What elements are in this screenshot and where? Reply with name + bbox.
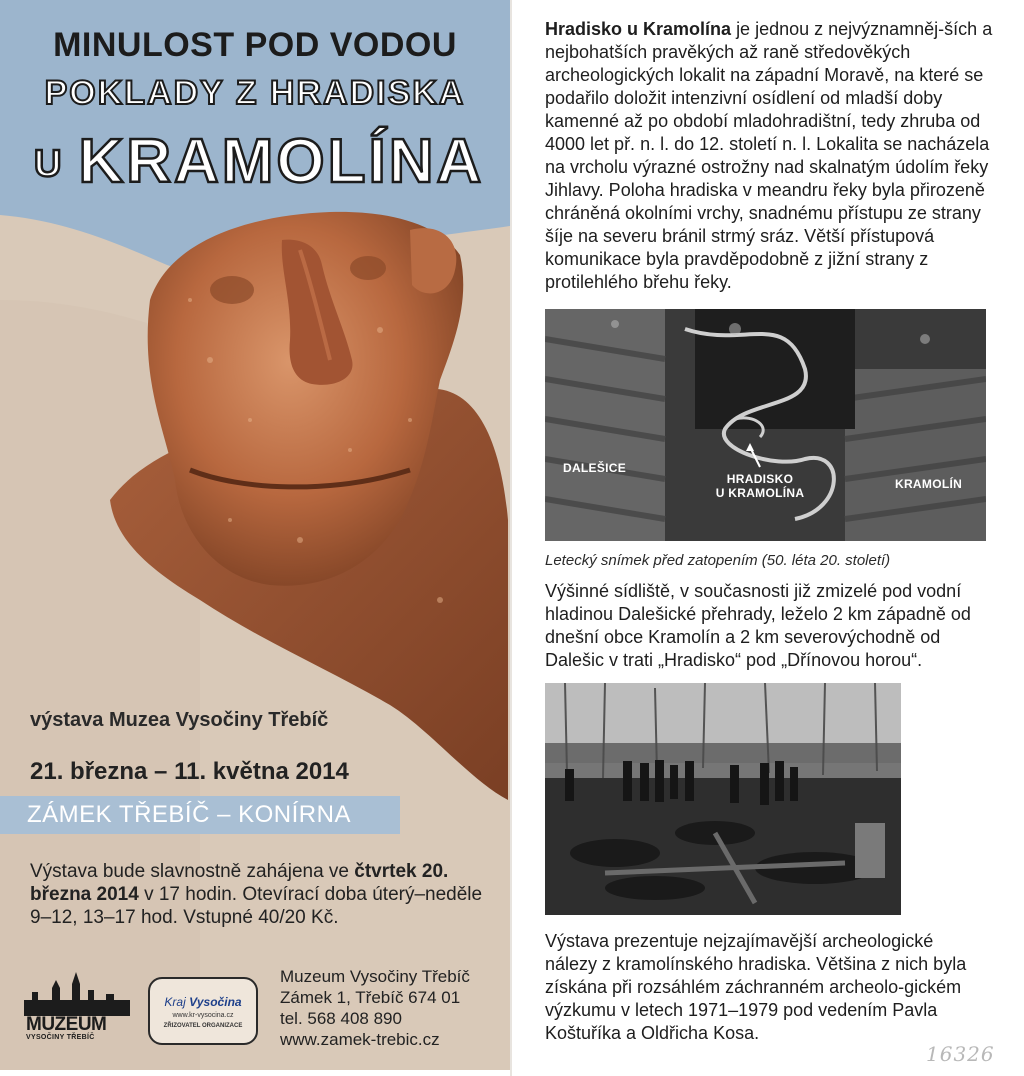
contact-phone: tel. 568 408 890 [280,1009,402,1028]
kraj-logo-name: Kraj Vysočina [164,995,242,1009]
opening-bold-date: 20. března 2014 [30,861,449,905]
poster-title-line3 [34,126,484,197]
aerial-photo-caption: Letecký snímek před zatopením (50. léta 20. století) [545,552,891,569]
poster-title-line2: POKLADY Z HRADISKA [44,74,466,112]
article-panel [512,0,1024,1076]
intro-paragraph [545,18,995,294]
exhibit-dates: 21. března – 11. května 2014 [30,758,349,785]
contact-name: Muzeum Vysočiny Třebíč [280,967,470,986]
muzeum-logo-sub: VYSOČINY TŘEBÍČ [26,1034,95,1041]
map-label-dalesice: DALEŠICE [563,461,627,475]
kraj-logo-url: www.kr-vysocina.cz [172,1012,234,1019]
poster-panel [0,0,510,1070]
opening-text-2: v 17 hodin. Otevírací doba [144,884,367,905]
kraj-logo-role: ZŘIZOVATEL ORGANIZACE [163,1023,243,1029]
aerial-photo [545,309,986,541]
intro-text: je jednou z nejvýznamněj-ších a nejbohatších pravěkých až raně středověkých archeologických lokalit na západní Moravě, na které se podařilo doložit intenzivní osídlení od mladší doby kamenné až po období mladohradištní, tedy zhruba od 4000 let př. n. l. do 12. století n. l. Lokalita se nacházela na vrcholu výrazné ostrožny nad skalnatým údolím řeky Jihlavy. Poloha hradiska v meandru řeky byla přirozeně chráněná okolními vrchy, snadnému přístupu ze strany šíje na severu bránil strmý sráz. Větší přístupová komunikace byla pravděpodobně z jižní strany z protilehlého břehu řeky. [545,19,993,292]
opening-text-3: úterý–neděle 9–12, 13–17 hod. Vstupné 40/20 Kč. [30,884,483,928]
map-label-hradisko: HRADISKO U KRAMOLÍNA [715,472,805,500]
opening-text-1: Výstava bude slavnostně zahájena ve [30,861,349,882]
intro-bold: Hradisko u Kramolína [545,19,732,39]
poster-title-u: U [34,143,65,185]
map-label-kramolin: KRAMOLÍN [895,477,963,491]
venue-banner: ZÁMEK TŘEBÍČ – KONÍRNA [0,796,400,834]
site-paragraph: Výšinné sídliště, v současnosti již zmizelé pod vodní hladinou Dalešické přehrady, leželo 2 km západně od dnešní obce Kramolín a 2 km severovýchodně od Dalešic v trati „Hradisko“ pod „Dřínovou horou“. [545,581,971,670]
opening-bold-day: čtvrtek [354,861,417,882]
opening-info [30,860,490,929]
excavation-photo [545,683,901,915]
exhibition-paragraph: Výstava prezentuje nejzajímavější archeologické nálezy z kramolínského hradiska. Většina z nich byla získána při rozsáhlém záchranném archeolo-gickém výzkumu v letech 1971–1979 pod vedením Pavla Koštuříka a Oldřicha Kosa. [545,931,967,1043]
contact-website[interactable]: www.zamek-trebic.cz [280,1030,440,1049]
inventory-mark: 16326 [926,1042,995,1066]
castle-silhouette-icon [22,968,134,1016]
poster-title-kramolina: KRAMOLÍNA [78,127,485,196]
muzeum-logo-text: MUZEUM [26,1014,107,1035]
poster-title-line1: MINULOST POD VODOU [53,26,457,64]
muzeum-logo [22,968,134,1048]
kraj-vysocina-logo [148,977,258,1045]
exhibit-line: výstava Muzea Vysočiny Třebíč [30,709,329,731]
contact-address: Zámek 1, Třebíč 674 01 [280,988,461,1007]
museum-contact [280,966,470,1050]
